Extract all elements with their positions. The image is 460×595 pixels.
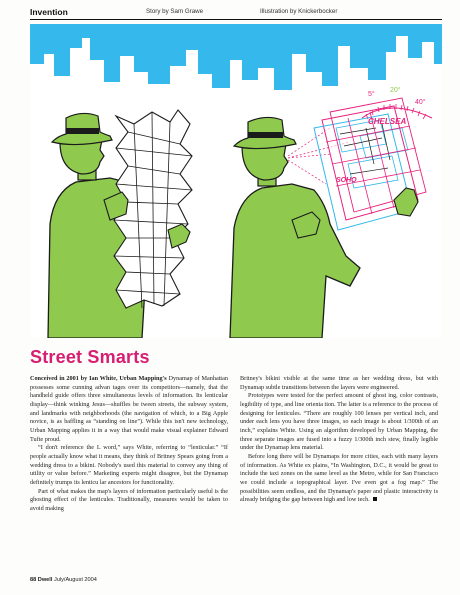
illustration [30, 24, 442, 338]
header-rule [30, 19, 442, 20]
paragraph: Britney's bikini visible at the same time as her wedding dress, but with Dynamap subtle transitions between the layers were engineered. [240, 375, 438, 391]
story-credit: Story by Sam Grawe [146, 8, 204, 15]
lead-rest: Dynamap of Manhattan possesses some cunning advan tages over its competitors—namely, that the handheld guide offers three simultaneous levels of information. Its lenticular display—think winking Jesus—shuffles be tween streets, the subway system, and landmarks with neighborhoods (the navigation of which, to a Big Apple novice, is as baffling as “standing on line”). While this isn't new technology, Urban Mapping applies it in a way that would make visual explainer Edward Tufte proud. [30, 375, 228, 443]
right-man-hat-band [248, 132, 283, 138]
illustration-graphic [30, 24, 442, 338]
left-man-hat-band [66, 128, 99, 134]
lead-in: Conceived in 2001 by Ian White, Urban Mapping's [30, 375, 167, 382]
article-column-right [240, 375, 438, 505]
map-label-chelsea: CHELSEA [368, 117, 407, 126]
paragraph: Prototypes were tested for the perfect amount of ghost ing, color contrasts, legibility of type, and line orienta tion. The latter is a reference to the process of designing for lenticules. “There are roughly 100 lenses per vertical inch, and under each lens you have three images, so each image is about 1/300th of an inch,” explains White. Using an algorithm developed by Urban Mapping, the three separate images are fused into a fuzzy 1/300th inch stew, finally legible under the Dynamap lens material. [240, 392, 438, 452]
paragraph: Part of what makes the map's layers of information particularly useful is the ghosting effect of the lenticules. Traditionally, measures would be taken to avoid making [30, 487, 228, 512]
gauge-label-2: 20° [390, 87, 401, 94]
gauge-label-3: 40° [415, 99, 426, 106]
end-mark-icon [373, 497, 377, 501]
issue-date: July/August 2004 [53, 577, 97, 583]
article-title: Street Smarts [30, 347, 150, 367]
folio: 88 Dwell [30, 577, 53, 583]
illustration-credit: Illustration by Knickerbocker [260, 8, 338, 15]
paragraph: “I don't reference the L word,” says White, referring to “lenticular.” “If people actually know what it means, they think of Britney Spears going from a wedding dress to a bikini. Nobody's used this material to convey any thing of utility or value before.” Marketing experts might disagree, but the Dynamap definitely trumps its lenticu lar ancestors for functionality. [30, 444, 228, 486]
section-label: Invention [30, 7, 68, 17]
page-footer [30, 577, 97, 583]
gauge-label-1: 5° [368, 91, 375, 98]
paragraph-text: Before long there will be Dynamaps for more cities, each with many layers of information. As White ex plains, “In Washington, D.C., it would be great to include the taxi zones on the same level as the Metro, while for San Francisco we could include a topographical layer. I've even got a fog map.” The possibilities seem endless, and the Dynamap's paper and plastic interactivity is already bridging the gap between high and low tech. [240, 452, 438, 504]
article-column-left [30, 375, 228, 514]
paragraph-final [240, 453, 438, 505]
map-label-soho: SOHO [336, 177, 357, 184]
paragraph [30, 375, 228, 444]
